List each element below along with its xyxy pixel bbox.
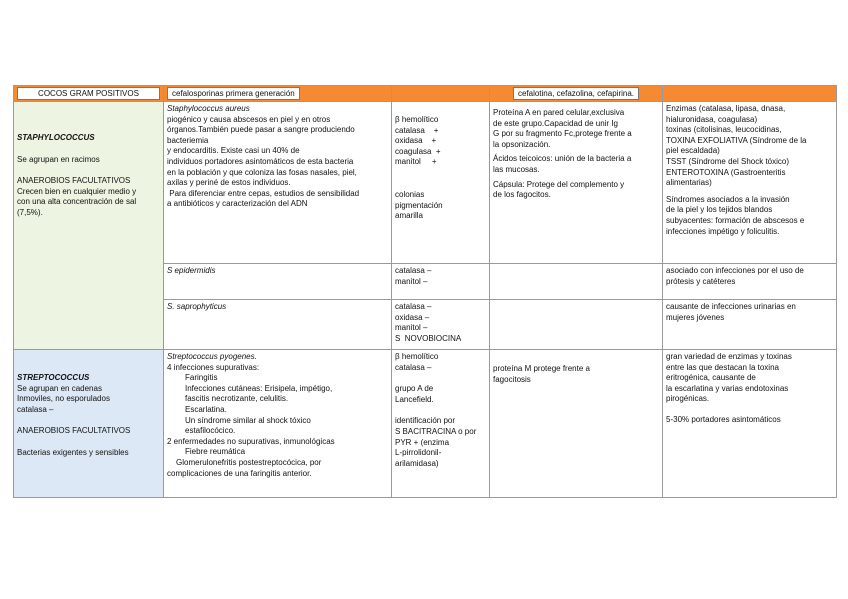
aureus-test: β hemolítico bbox=[395, 115, 439, 124]
aureus-syndrome: infecciones impétigo y foliculitis. bbox=[666, 226, 780, 236]
pyogenes-lancefield: grupo A de bbox=[395, 384, 434, 394]
saprophyticus-empty-cell bbox=[490, 300, 663, 350]
epidermidis-tests-cell bbox=[392, 264, 490, 300]
pyogenes-structure: fagocitosis bbox=[493, 374, 531, 384]
epidermidis-test: manitol – bbox=[395, 276, 428, 286]
epidermidis-notes-cell bbox=[663, 264, 837, 300]
saprophyticus-cell bbox=[164, 300, 392, 350]
strep-requirements: Bacterias exigentes y sensibles bbox=[17, 447, 129, 457]
saprophyticus-tests-cell bbox=[392, 300, 490, 350]
aureus-desc-line: y endocarditis. Existe casi un 40% de bbox=[167, 146, 300, 156]
pyogenes-identification: PYR + (enzima bbox=[395, 437, 450, 447]
pyogenes-structures-cell bbox=[490, 350, 663, 498]
staph-grouping: Se agrupan en racimos bbox=[17, 154, 100, 164]
aureus-toxin: TOXINA EXFOLIATIVA (Síndrome de la bbox=[666, 135, 807, 145]
aureus-desc-line: individuos portadores asintomáticos de esta bacteria bbox=[167, 156, 354, 166]
aureus-desc-line: bacteriemia bbox=[167, 135, 209, 145]
pyogenes-tests-cell bbox=[392, 350, 490, 498]
pyogenes-toxin: gran variedad de enzimas y toxinas bbox=[666, 352, 792, 361]
aureus-toxin: Enzimas (catalasa, lipasa, dnasa, bbox=[666, 104, 786, 113]
epidermidis-cell bbox=[164, 264, 392, 300]
saprophyticus-note: mujeres jóvenes bbox=[666, 312, 725, 322]
strep-type: ANAEROBIOS FACULTATIVOS bbox=[17, 426, 131, 436]
pyogenes-desc-cell bbox=[164, 350, 392, 498]
pyogenes-identification: S BACITRACINA o por bbox=[395, 426, 477, 436]
aureus-toxin: alimentarias) bbox=[666, 178, 712, 188]
aureus-desc-cell bbox=[164, 102, 392, 264]
aureus-structure: la opsonización. bbox=[493, 139, 551, 149]
saprophyticus-test: S NOVOBIOCINA bbox=[395, 333, 462, 343]
epidermidis-empty-cell bbox=[490, 264, 663, 300]
pyogenes-carriers: 5-30% portadores asintomáticos bbox=[666, 414, 781, 424]
staph-growth-line: Crecen bien en cualquier medio y bbox=[17, 186, 137, 196]
aureus-syndrome: subyacentes: formación de abscesos e bbox=[666, 215, 805, 225]
pyogenes-suppurative-item: estafilocócico. bbox=[185, 426, 236, 436]
epidermidis-test: catalasa – bbox=[395, 266, 432, 275]
aureus-syndrome: Síndromes asociados a la invasión bbox=[666, 194, 790, 204]
aureus-structure: Cápsula: Protege del complemento y bbox=[493, 179, 625, 189]
epidermidis-note: asociado con infecciones por el uso de bbox=[666, 266, 804, 275]
header-cell-group bbox=[14, 86, 164, 102]
pyogenes-test: catalasa – bbox=[395, 362, 432, 372]
saprophyticus-test: oxidasa – bbox=[395, 312, 430, 322]
aureus-title: Staphylococcus aureus bbox=[167, 104, 250, 113]
pyogenes-identification: L-pirrolidonil- bbox=[395, 448, 442, 458]
saprophyticus-notes-cell bbox=[663, 300, 837, 350]
pyogenes-toxins-cell bbox=[663, 350, 837, 498]
strep-name: STREPTOCOCCUS bbox=[17, 373, 90, 382]
pyogenes-complication: complicaciones de una faringitis anterior. bbox=[167, 468, 312, 478]
aureus-desc-line: piogénico y causa abscesos en piel y en otros bbox=[167, 114, 331, 124]
aureus-structure: G por su fragmento Fc,protege frente a bbox=[493, 129, 632, 139]
header-drug-list: cefalotina, cefazolina, cefapirina. bbox=[513, 87, 639, 100]
aureus-toxin: TSST (Síndrome del Shock tóxico) bbox=[666, 156, 790, 166]
aureus-test: catalasa + bbox=[395, 125, 439, 135]
strep-group-cell bbox=[14, 350, 164, 498]
pyogenes-suppurative-item: fascitis necrotizante, celulitis. bbox=[185, 394, 289, 404]
aureus-toxin: piel escaldada) bbox=[666, 146, 720, 156]
staph-type: ANAEROBIOS FACULTATIVOS bbox=[17, 176, 131, 186]
pyogenes-suppurative-item: Un síndrome similar al shock tóxico bbox=[185, 415, 311, 425]
pyogenes-suppurative-item: Faringitis bbox=[185, 373, 218, 383]
pyogenes-suppurative-item: Infecciones cutáneas: Erisipela, impétigo, bbox=[185, 383, 333, 393]
pyogenes-nonsuppurative-heading: 2 enfermedades no supurativas, inmunológicas bbox=[167, 436, 335, 446]
staph-growth-line: con una alta concentración de sal bbox=[17, 197, 137, 207]
pyogenes-test: β hemolítico bbox=[395, 352, 439, 361]
aureus-toxins-cell bbox=[663, 102, 837, 264]
saprophyticus-test: manitol – bbox=[395, 323, 428, 333]
aureus-desc-line: a antibióticos y caracterización del ADN bbox=[167, 199, 308, 209]
saprophyticus-note: causante de infecciones urinarias en bbox=[666, 302, 796, 311]
staph-group-cell bbox=[14, 102, 164, 350]
aureus-colony: amarilla bbox=[395, 211, 424, 221]
aureus-structure: Proteína A en pared celular,exclusiva bbox=[493, 108, 625, 117]
aureus-toxin: toxinas (citolisinas, leucocidinas, bbox=[666, 125, 782, 135]
pyogenes-title: Streptococcus pyogenes. bbox=[167, 352, 257, 361]
header-cell-empty-1 bbox=[392, 86, 490, 102]
staph-name: STAPHYLOCOCCUS bbox=[17, 133, 95, 142]
aureus-tests-cell bbox=[392, 102, 490, 264]
pyogenes-suppurative-heading: 4 infecciones supurativas: bbox=[167, 362, 260, 372]
pyogenes-toxin: entre las que destacan la toxina bbox=[666, 362, 779, 372]
saprophyticus-test: catalasa – bbox=[395, 302, 432, 311]
aureus-structure: de este grupo.Capacidad de unir Ig bbox=[493, 118, 618, 128]
aureus-syndrome: de la piel y los tejidos blandos bbox=[666, 205, 773, 215]
aureus-test: oxidasa + bbox=[395, 136, 437, 146]
aureus-colony: colonias bbox=[395, 189, 425, 199]
aureus-structure: Ácidos teicoicos: unión de la bacteria a bbox=[493, 154, 632, 164]
aureus-toxin: ENTEROTOXINA (Gastroenteritis bbox=[666, 167, 786, 177]
pyogenes-identification: arilamidasa) bbox=[395, 458, 439, 468]
pyogenes-identification: identificación por bbox=[395, 416, 456, 426]
aureus-toxin: hialuronidasa, coagulasa) bbox=[666, 114, 758, 124]
aureus-structures-cell bbox=[490, 102, 663, 264]
header-cocos: COCOS GRAM POSITIVOS bbox=[17, 87, 160, 100]
saprophyticus-title: S. saprophyticus bbox=[167, 302, 227, 311]
aureus-structure: de los fagocitos. bbox=[493, 190, 551, 200]
epidermidis-note: prótesis y catéteres bbox=[666, 276, 736, 286]
table-row bbox=[14, 102, 837, 264]
aureus-desc-line: Para diferenciar entre cepas, estudios de sensibilidad bbox=[167, 188, 360, 198]
pyogenes-toxin: la escarlatina y varias endotoxinas bbox=[666, 383, 789, 393]
pyogenes-structure: proteína M protege frente a bbox=[493, 364, 590, 373]
epidermidis-title: S epidermidis bbox=[167, 266, 216, 275]
pyogenes-nonsuppurative-item: Fiebre reumática bbox=[185, 447, 246, 457]
header-cell-empty-2 bbox=[663, 86, 837, 102]
header-cell-antibiotic bbox=[164, 86, 392, 102]
aureus-desc-line: axilas y periné de estos individuos. bbox=[167, 178, 291, 188]
strep-grouping: Se agrupan en cadenas bbox=[17, 383, 102, 393]
staph-growth-line: (7,5%). bbox=[17, 207, 43, 217]
table-row bbox=[14, 350, 837, 498]
aureus-structure: las mucosas. bbox=[493, 164, 540, 174]
aureus-colony: pigmentación bbox=[395, 200, 443, 210]
pyogenes-toxin: pirogénicas. bbox=[666, 394, 710, 404]
aureus-desc-line: órganos.También puede pasar a sangre produciendo bbox=[167, 125, 355, 135]
pyogenes-lancefield: Lancefield. bbox=[395, 394, 434, 404]
header-cephalosporins: cefalosporinas primera generación bbox=[167, 87, 300, 100]
strep-grouping: Inmoviles, no esporulados bbox=[17, 394, 110, 404]
strep-grouping: catalasa – bbox=[17, 404, 54, 414]
aureus-test: coagulasa + bbox=[395, 146, 441, 156]
pyogenes-suppurative-item: Escarlatina. bbox=[185, 404, 227, 414]
pyogenes-nonsuppurative-item: Glomerulonefritis postestreptocócica, por bbox=[176, 457, 322, 467]
header-cell-drugs bbox=[490, 86, 663, 102]
header-row bbox=[14, 86, 837, 102]
aureus-desc-line: en la población y que coloniza las fosas nasales, piel, bbox=[167, 167, 357, 177]
pyogenes-toxin: eritrogénica, causante de bbox=[666, 373, 756, 383]
bacteria-table bbox=[13, 85, 837, 498]
aureus-test: manitol + bbox=[395, 157, 437, 167]
